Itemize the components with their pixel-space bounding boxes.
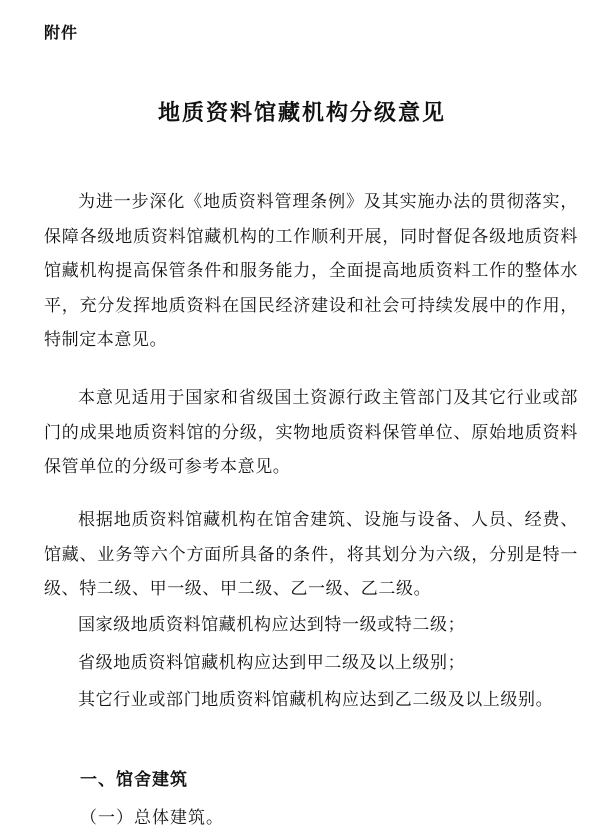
- attachment-label: 附件: [44, 23, 79, 42]
- subsection-heading: （一）总体建筑。: [80, 808, 224, 828]
- document-title: 地质资料馆藏机构分级意见: [157, 101, 446, 126]
- paragraph-purpose: 为进一步深化《地质资料管理条例》及其实施办法的贯彻落实，保障各级地质资料馆藏机构的工作顺利开展，同时督促各级地质资料馆藏机构提高保管条件和服务能力，全面提高地质资料工作的整体水平，充分发挥地质资料在国民经济建设和社会可持续发展中的作用，特制定本意见。: [44, 192, 578, 350]
- paragraph-scope: 本意见适用于国家和省级国土资源行政主管部门及其它行业或部门的成果地质资料馆的分级，实物地质资料保管单位、原始地质资料保管单位的分级可参考本意见。: [44, 388, 578, 477]
- paragraph-other-departments: 其它行业或部门地质资料馆藏机构应达到乙二级及以上级别。: [78, 690, 554, 710]
- paragraph-classification: 根据地质资料馆藏机构在馆舍建筑、设施与设备、人员、经费、馆藏、业务等六个方面所具备的条件，将其划分为六级，分别是特一级、特二级、甲一级、甲二级、乙一级、乙二级。: [44, 510, 578, 599]
- paragraph-provincial-level: 省级地质资料馆藏机构应达到甲二级及以上级别；: [78, 653, 466, 673]
- paragraph-national-level: 国家级地质资料馆藏机构应达到特一级或特二级；: [78, 615, 466, 635]
- section-heading: 一、馆舍建筑: [80, 770, 188, 790]
